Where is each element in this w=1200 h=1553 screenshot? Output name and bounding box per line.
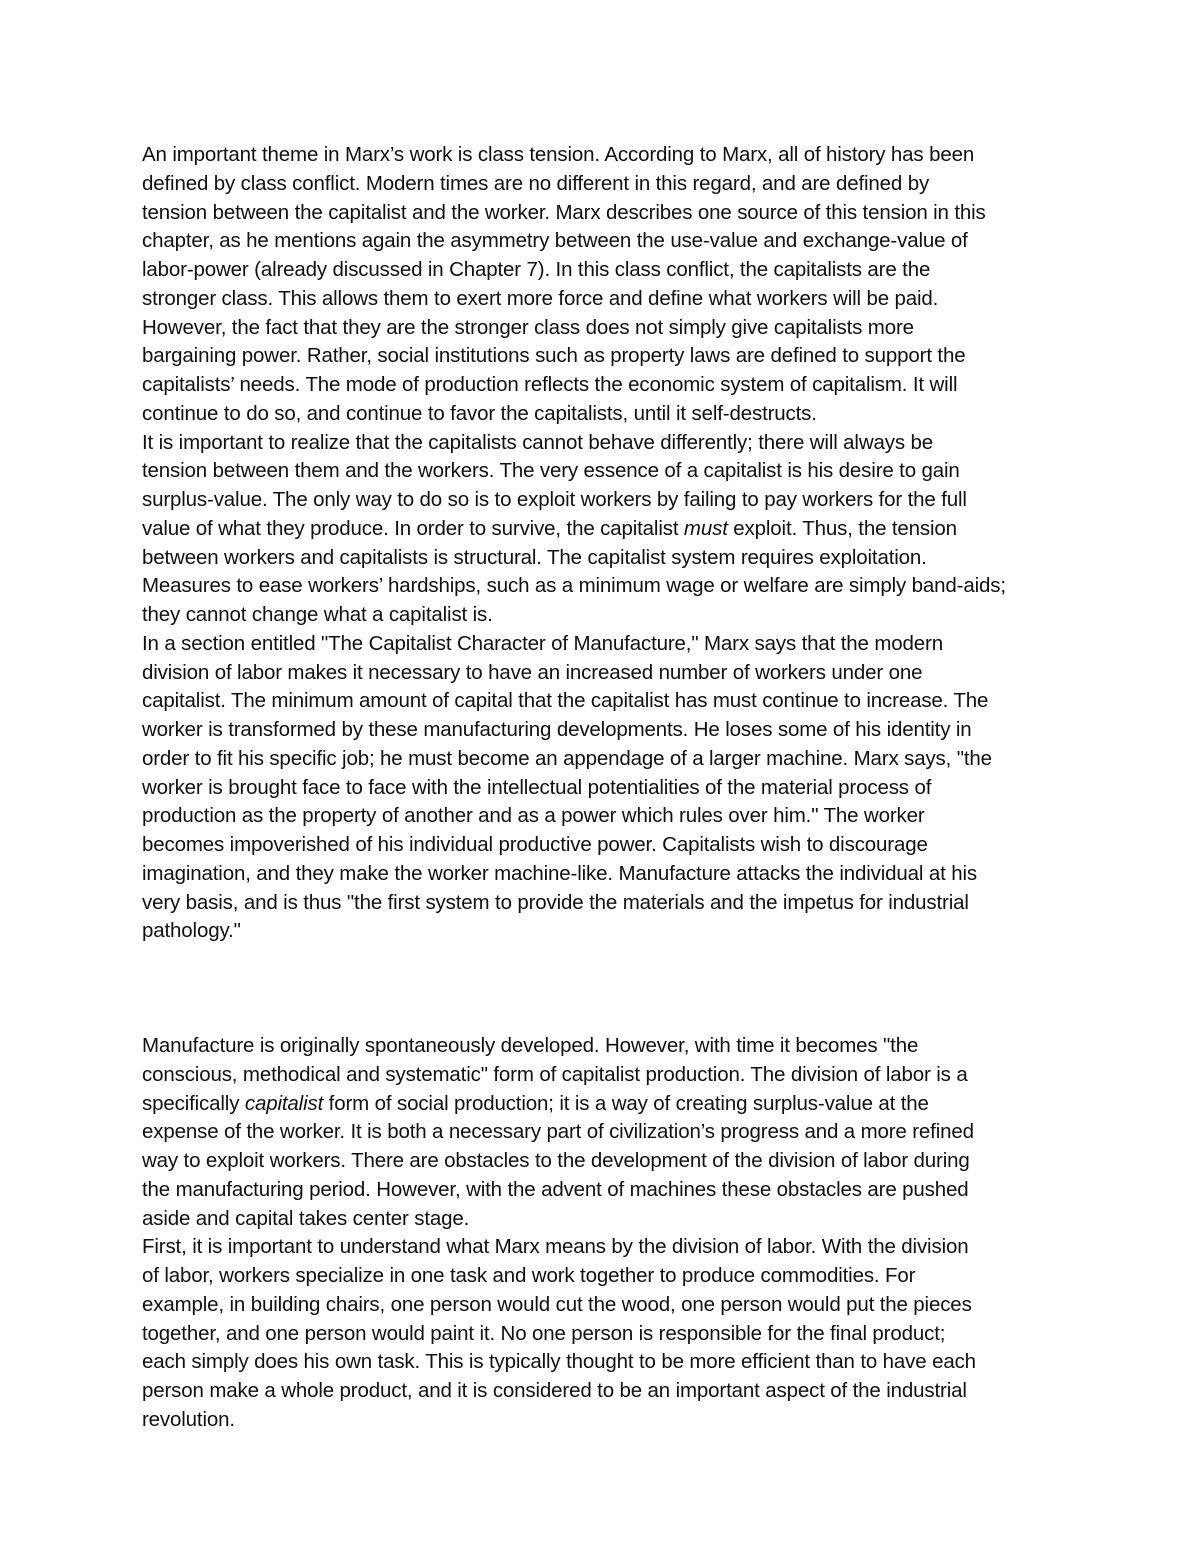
text-line: However, the fact that they are the stronger class does not simply give capitalists more [142,315,914,339]
text-line: order to fit his specific job; he must become an appendage of a larger machine. Marx says, "the [142,746,992,770]
text-line: Measures to ease workers’ hardships, such as a minimum wage or welfare are simply band-aids; [142,574,1006,598]
text-line: person make a whole product, and it is considered to be an important aspect of the industrial [142,1379,967,1402]
text-line: bargaining power. Rather, social institutions such as property laws are defined to support the [142,344,966,368]
text-run: specifically [142,1091,245,1115]
text-line: imagination, and they make the worker machine-like. Manufacture attacks the individual at his [142,861,977,885]
text-line: continue to do so, and continue to favor the capitalists, until it self-destructs. [142,401,817,425]
text-line: stronger class. This allows them to exert more force and define what workers will be paid. [142,286,939,310]
text-line: surplus-value. The only way to do so is to exploit workers by failing to pay workers for the full [142,488,967,511]
text-line: chapter, as he mentions again the asymmetry between the use-value and exchange-value of [142,229,968,253]
text-line: production as the property of another and as a power which rules over him." The worker [142,804,925,828]
paragraph-class-tension [142,141,1062,429]
text-line: conscious, methodical and systematic" form of capitalist production. The division of labor is a [142,1062,968,1086]
text-line: way to exploit workers. There are obstacles to the development of the division of labor during [142,1149,970,1172]
text-line: each simply does his own task. This is typically thought to be more efficient than to have each [142,1350,976,1374]
text-line: the manufacturing period. However, with the advent of machines these obstacles are pushed [142,1177,969,1201]
text-run: exploit. Thus, the tension [727,516,957,540]
text-line: worker is transformed by these manufacturing developments. He loses some of his identity in [142,718,972,741]
text-line: revolution. [142,1407,235,1431]
text-line: becomes impoverished of his individual productive power. Capitalists wish to discourage [142,833,928,856]
text-line: of labor, workers specialize in one task and work together to produce commodities. For [142,1264,916,1287]
text-line [142,515,1062,544]
text-line: they cannot change what a capitalist is. [142,603,493,626]
text-line: capitalist. The minimum amount of capital that the capitalist has must continue to increase. The [142,689,989,713]
text-line: labor-power (already discussed in Chapter 7). In this class conflict, the capitalists are the [142,258,931,281]
paragraph-capitalist-behavior [142,429,1062,630]
text-line: between workers and capitalists is structural. The capitalist system requires exploitation. [142,545,927,569]
italic-emphasis: must [683,516,728,540]
text-line: First, it is important to understand what Marx means by the division of labor. With the division [142,1235,969,1259]
text-line: An important theme in Marx’s work is class tension. According to Marx, all of history has been [142,143,975,166]
text-line: defined by class conflict. Modern times are no different in this regard, and are defined by [142,171,930,195]
text-line: pathology." [142,919,241,943]
text-line: aside and capital takes center stage. [142,1206,470,1230]
text-line: example, in building chairs, one person would cut the wood, one person would put the pieces [142,1292,972,1316]
paragraph-gap [142,946,1062,1032]
paragraph-capitalist-character [142,630,1062,946]
document-page [142,141,1062,1435]
text-line: It is important to realize that the capitalists cannot behave differently; there will always be [142,430,933,454]
text-line: division of labor makes it necessary to have an increased number of workers under one [142,660,923,684]
text-run: form of social production; it is a way of creating surplus-value at the [323,1091,929,1115]
text-line: capitalists’ needs. The mode of production reflects the economic system of capitalism. It will [142,373,958,396]
text-line: Manufacture is originally spontaneously developed. However, with time it becomes "the [142,1034,919,1057]
paragraph-manufacture-origin [142,1032,1062,1233]
text-run: value of what they produce. In order to survive, the capitalist [142,516,684,540]
text-line [142,1090,1062,1119]
text-line: worker is brought face to face with the intellectual potentialities of the material process of [142,775,932,799]
text-line: tension between the capitalist and the worker. Marx describes one source of this tension in this [142,200,986,224]
text-line: expense of the worker. It is both a necessary part of civilization’s progress and a more refined [142,1120,974,1144]
text-line: together, and one person would paint it. No one person is responsible for the final product; [142,1321,946,1345]
text-line: tension between them and the workers. The very essence of a capitalist is his desire to gain [142,459,960,483]
text-line: very basis, and is thus "the first system to provide the materials and the impetus for industrial [142,890,969,914]
paragraph-division-of-labor [142,1233,1062,1434]
italic-emphasis: capitalist [244,1091,324,1115]
text-line: In a section entitled "The Capitalist Character of Manufacture," Marx says that the modern [142,631,943,655]
